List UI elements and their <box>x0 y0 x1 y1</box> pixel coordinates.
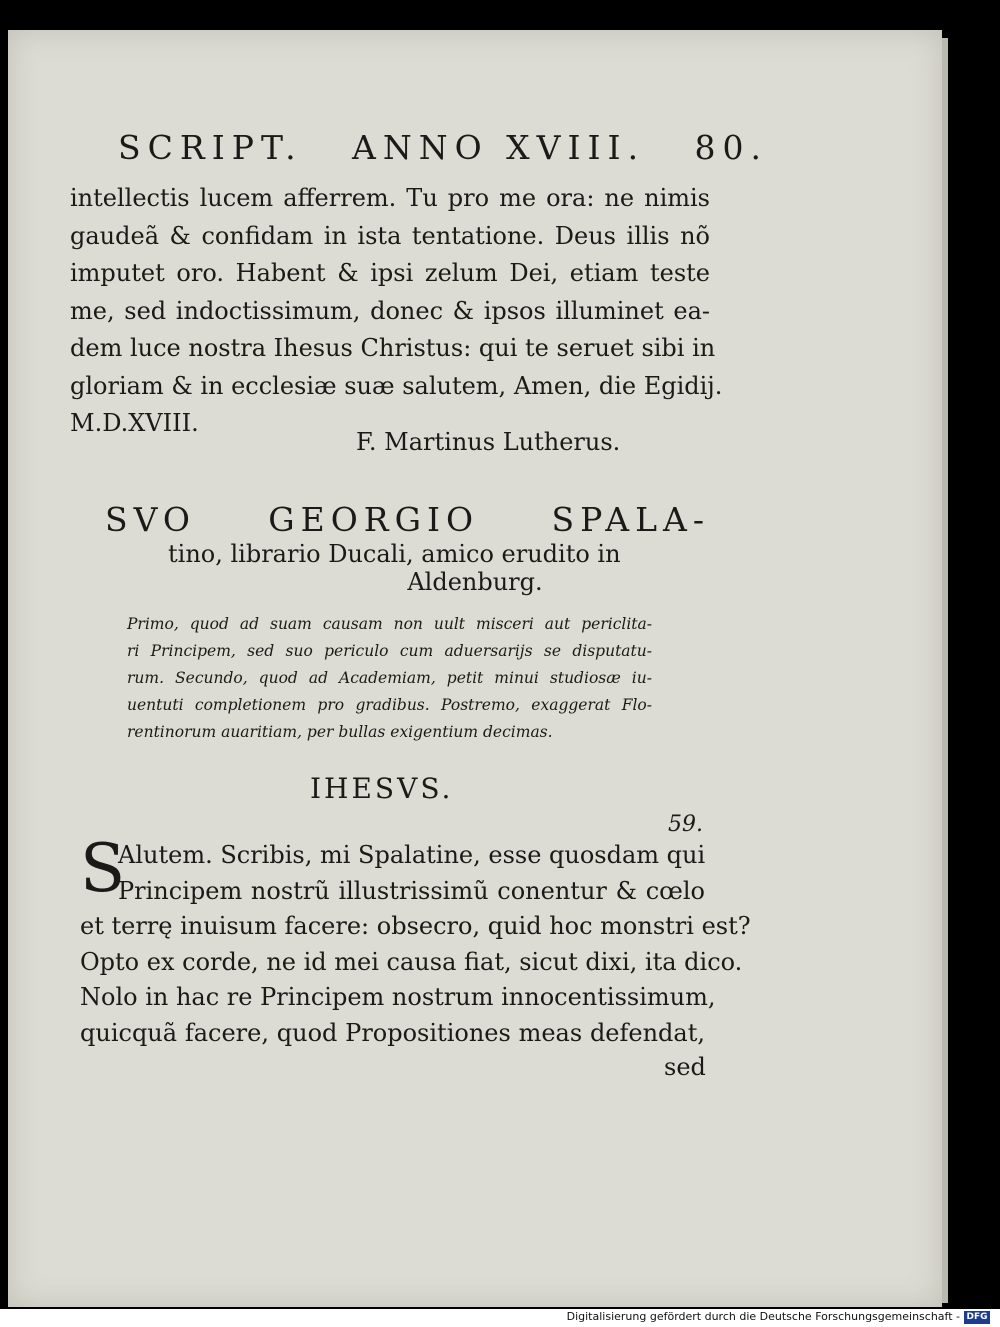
running-head <box>118 128 768 167</box>
summary-line: uentuti completionem pro gradibus. Postremo, exaggerat Flo- <box>127 696 652 714</box>
letter-body <box>80 830 751 1051</box>
running-head-center: ANNO XVIII. <box>352 128 646 167</box>
letter-line: et terrę inuisum facere: obsecro, quid hoc monstri est? <box>80 912 751 940</box>
summary-line: rentinorum auaritiam, per bullas exigentium decimas. <box>127 723 553 741</box>
text-line: me, sed indoctissimum, donec & ipsos illuminet ea- <box>70 296 710 325</box>
drop-cap: S <box>80 830 126 907</box>
text-line: imputet oro. Habent & ipsi zelum Dei, etiam teste <box>70 259 710 287</box>
signature: F. Martinus Lutherus. <box>356 428 621 456</box>
running-head-left: SCRIPT. <box>118 128 303 167</box>
letter-title-line-1: SVO GEORGIO SPALA- <box>105 500 710 539</box>
marginal-number: 59. <box>668 812 703 837</box>
letter-title-line-2: tino, librario Ducali, amico erudito in <box>168 540 621 568</box>
letter-summary <box>127 611 652 746</box>
summary-line: ri Principem, sed suo periculo cum aduersarijs se disputatu- <box>127 642 652 660</box>
page-edge <box>942 38 948 1303</box>
text-line: gaudeã & confidam in ista tentatione. Deus illis nõ <box>70 221 710 250</box>
folio-number: 80. <box>694 128 768 167</box>
letter-line: quicquã facere, quod Propositiones meas defendat, <box>80 1018 705 1047</box>
continuation-text <box>70 180 723 443</box>
letter-line: Nolo in hac re Principem nostrum innocentissimum, <box>80 983 716 1011</box>
letter-line: Alutem. Scribis, mi Spalatine, esse quosdam qui <box>118 841 706 869</box>
footer-credit: Digitalisierung gefördert durch die Deutsche Forschungsgemeinschaft - <box>566 1310 960 1323</box>
text-line: dem luce nostra Ihesus Christus: qui te seruet sibi in <box>70 334 716 362</box>
text-line: intellectis lucem afferrem. Tu pro me ora: ne nimis <box>70 184 710 212</box>
letter-line: Opto ex corde, ne id mei causa fiat, sicut dixi, ita dico. <box>80 947 743 976</box>
summary-line: rum. Secundo, quod ad Academiam, petit minui studiosæ iu- <box>127 669 652 687</box>
catchword: sed <box>664 1053 706 1081</box>
text-line: gloriam & in ecclesiæ suæ salutem, Amen, die Egidij. <box>70 371 723 400</box>
section-heading: IHESVS. <box>310 772 454 805</box>
summary-line: Primo, quod ad suam causam non uult misceri aut periclita- <box>127 615 652 633</box>
letter-line: Principem nostrũ illustrissimũ conentur & cœlo <box>118 876 705 905</box>
letter-title-line-3: Aldenburg. <box>407 568 543 596</box>
date-line: M.D.XVIII. <box>70 409 199 437</box>
dfg-logo: DFG <box>964 1311 990 1324</box>
